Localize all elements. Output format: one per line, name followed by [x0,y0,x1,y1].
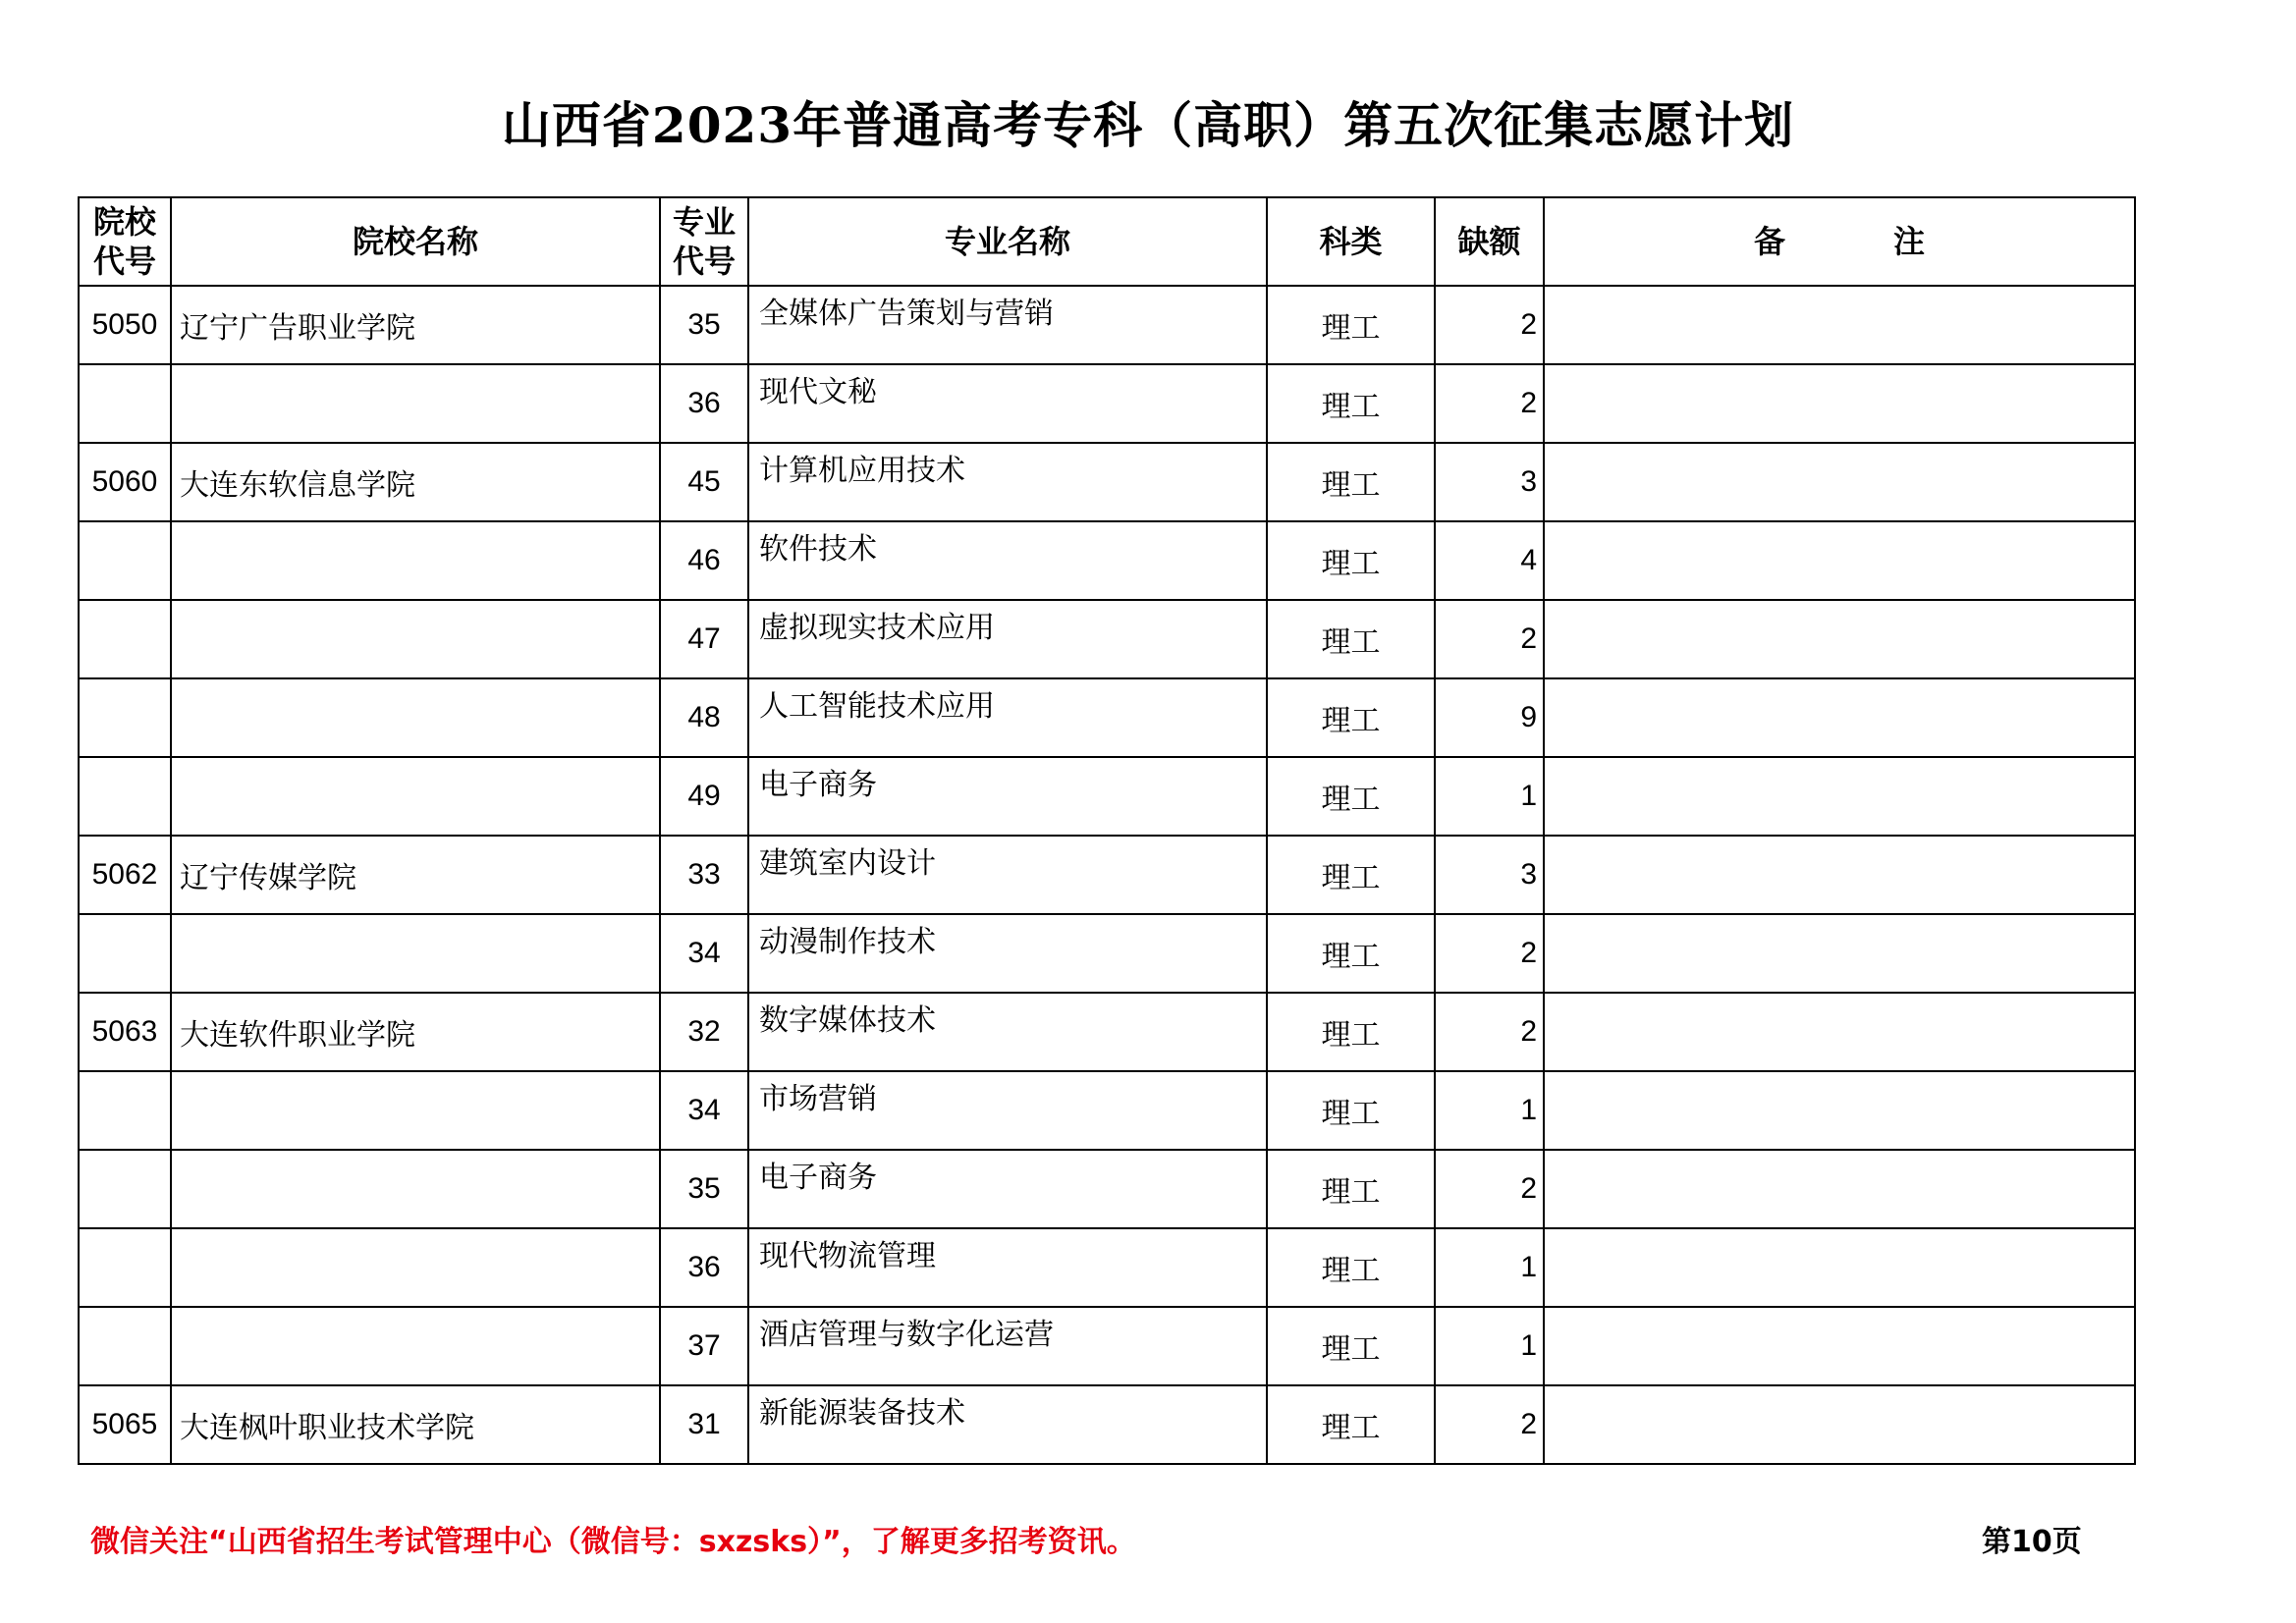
cell-note [1544,836,2135,914]
cell-major-name: 建筑室内设计 [748,836,1267,914]
table-row [79,678,2135,757]
cell-school-code [79,1071,171,1150]
cell-school-name: 大连东软信息学院 [171,443,660,521]
cell-note [1544,286,2135,364]
cell-quota: 1 [1435,1071,1544,1150]
cell-school-name [171,1071,660,1150]
cell-quota: 2 [1435,600,1544,678]
cell-note [1544,1307,2135,1385]
header-note-a: 备 [1753,223,1785,260]
header-category: 科类 [1267,197,1435,286]
cell-note [1544,1385,2135,1464]
cell-major-code: 47 [660,600,748,678]
table-header [79,197,2135,286]
cell-major-code: 35 [660,286,748,364]
cell-category: 理工 [1267,914,1435,993]
cell-quota: 3 [1435,836,1544,914]
cell-school-name: 大连软件职业学院 [171,993,660,1071]
header-note [1544,197,2135,286]
cell-major-name: 数字媒体技术 [748,993,1267,1071]
cell-school-code: 5063 [79,993,171,1071]
cell-major-code: 34 [660,914,748,993]
cell-category: 理工 [1267,443,1435,521]
cell-quota: 2 [1435,364,1544,443]
cell-category: 理工 [1267,1071,1435,1150]
cell-school-code: 5065 [79,1385,171,1464]
cell-school-name [171,364,660,443]
cell-quota: 4 [1435,521,1544,600]
cell-major-name: 现代物流管理 [748,1228,1267,1307]
header-school-code: 院校代号 [79,197,171,286]
cell-category: 理工 [1267,1307,1435,1385]
cell-school-code [79,364,171,443]
header-major-code: 专业代号 [660,197,748,286]
table-row [79,600,2135,678]
cell-note [1544,757,2135,836]
cell-quota: 1 [1435,1307,1544,1385]
cell-major-code: 32 [660,993,748,1071]
cell-category: 理工 [1267,678,1435,757]
cell-major-name: 电子商务 [748,757,1267,836]
table-row [79,443,2135,521]
cell-category: 理工 [1267,600,1435,678]
cell-major-code: 35 [660,1150,748,1228]
page-number: 第10页 [1982,1525,2082,1559]
cell-school-name [171,521,660,600]
table-row [79,993,2135,1071]
cell-category: 理工 [1267,836,1435,914]
cell-major-code: 34 [660,1071,748,1150]
cell-school-name: 大连枫叶职业技术学院 [171,1385,660,1464]
cell-major-code: 48 [660,678,748,757]
cell-quota: 2 [1435,286,1544,364]
cell-note [1544,600,2135,678]
cell-quota: 2 [1435,993,1544,1071]
table-row [79,286,2135,364]
cell-major-name: 软件技术 [748,521,1267,600]
header-major-name: 专业名称 [748,197,1267,286]
cell-major-code: 36 [660,1228,748,1307]
cell-school-name [171,757,660,836]
table-body [79,286,2135,1464]
cell-category: 理工 [1267,1385,1435,1464]
cell-school-code [79,1150,171,1228]
cell-note [1544,993,2135,1071]
cell-note [1544,1228,2135,1307]
cell-major-code: 46 [660,521,748,600]
cell-major-name: 市场营销 [748,1071,1267,1150]
cell-school-code [79,1307,171,1385]
cell-major-name: 酒店管理与数字化运营 [748,1307,1267,1385]
cell-school-name [171,914,660,993]
cell-major-name: 虚拟现实技术应用 [748,600,1267,678]
table-row [79,1307,2135,1385]
cell-quota: 2 [1435,914,1544,993]
cell-quota: 2 [1435,1150,1544,1228]
cell-note [1544,521,2135,600]
cell-major-name: 动漫制作技术 [748,914,1267,993]
cell-major-code: 45 [660,443,748,521]
cell-quota: 3 [1435,443,1544,521]
header-note-b: 注 [1893,223,1926,260]
cell-note [1544,443,2135,521]
cell-category: 理工 [1267,757,1435,836]
table-row [79,757,2135,836]
cell-quota: 1 [1435,757,1544,836]
cell-school-name [171,1307,660,1385]
cell-school-name [171,600,660,678]
cell-school-code [79,914,171,993]
table-row [79,364,2135,443]
cell-note [1544,914,2135,993]
cell-school-name [171,1228,660,1307]
table-row [79,1150,2135,1228]
table-row [79,1228,2135,1307]
cell-major-code: 31 [660,1385,748,1464]
table-row [79,521,2135,600]
cell-major-name: 计算机应用技术 [748,443,1267,521]
cell-quota: 1 [1435,1228,1544,1307]
cell-note [1544,678,2135,757]
cell-note [1544,1071,2135,1150]
cell-school-code [79,521,171,600]
cell-quota: 9 [1435,678,1544,757]
cell-category: 理工 [1267,521,1435,600]
cell-category: 理工 [1267,1150,1435,1228]
cell-school-name: 辽宁广告职业学院 [171,286,660,364]
cell-school-name [171,1150,660,1228]
cell-note [1544,364,2135,443]
cell-category: 理工 [1267,364,1435,443]
cell-category: 理工 [1267,286,1435,364]
cell-school-code: 5060 [79,443,171,521]
cell-school-code: 5062 [79,836,171,914]
cell-major-name: 人工智能技术应用 [748,678,1267,757]
cell-school-name [171,678,660,757]
cell-major-code: 36 [660,364,748,443]
cell-category: 理工 [1267,1228,1435,1307]
enrollment-plan-table [78,196,2136,1465]
header-quota: 缺额 [1435,197,1544,286]
cell-school-name: 辽宁传媒学院 [171,836,660,914]
table-row [79,1385,2135,1464]
cell-major-name: 全媒体广告策划与营销 [748,286,1267,364]
cell-major-code: 33 [660,836,748,914]
header-row [79,197,2135,286]
page-title: 山西省2023年普通高考专科（高职）第五次征集志愿计划 [501,96,1795,154]
cell-school-code [79,678,171,757]
table-row [79,836,2135,914]
cell-major-name: 新能源装备技术 [748,1385,1267,1464]
cell-school-code: 5050 [79,286,171,364]
table-row [79,1071,2135,1150]
cell-major-code: 37 [660,1307,748,1385]
header-school-name: 院校名称 [171,197,660,286]
cell-quota: 2 [1435,1385,1544,1464]
table-row [79,914,2135,993]
cell-school-code [79,1228,171,1307]
cell-school-code [79,757,171,836]
cell-major-name: 电子商务 [748,1150,1267,1228]
cell-major-name: 现代文秘 [748,364,1267,443]
cell-school-code [79,600,171,678]
cell-category: 理工 [1267,993,1435,1071]
cell-major-code: 49 [660,757,748,836]
cell-note [1544,1150,2135,1228]
wechat-notice: 微信关注“山西省招生考试管理中心（微信号：sxzsks）”，了解更多招考资讯。 [90,1525,1136,1559]
